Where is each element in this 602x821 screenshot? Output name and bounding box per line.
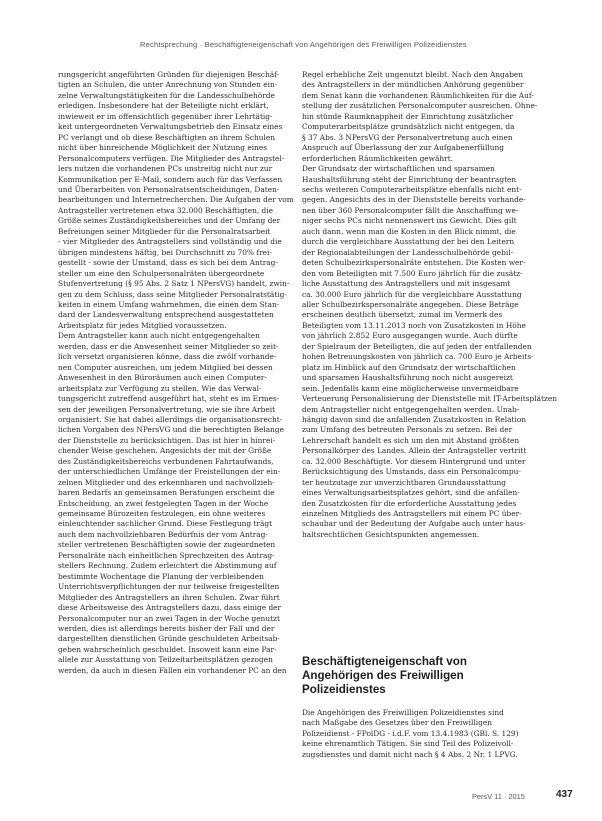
- text-line: bestimmte Wochentage die Planung der verbleibenden: [58, 571, 264, 581]
- text-line: diese Arbeitsweise des Antragstellers dazu, dass einige der: [58, 603, 282, 613]
- left-column: [58, 70, 315, 676]
- text-line: Kommunikation per E-Mail, sondern auch für das Verfassen: [58, 174, 283, 184]
- text-line: Stufenvertretung (§ 95 Abs. 2 Satz 1 NPersVG) handelt, zwin-: [58, 279, 290, 289]
- text-line: PC verlangt und ob diese Beschäftigten an ihrem Schulen: [58, 132, 276, 142]
- text-line: lich versetzt organisieren könne, dass die zwölf vorhande-: [58, 352, 277, 362]
- page-number: 437: [556, 789, 573, 800]
- text-line: gegen. Angesichts des in der Dienststelle bereits vorhande-: [302, 195, 526, 205]
- text-line: Regel erhebliche Zeit ungenutzt bleibt. Nach den Angaben: [302, 70, 524, 79]
- text-line: lers nutzen die vorhandenen PCs unstreitig nicht nur zur: [58, 164, 273, 174]
- text-line: gemeinsame Bürozeiten festzulegen, ein ohne weiteres: [58, 509, 266, 519]
- text-line: dargestellten dienstlichen Gründe geschuldeten Arbeitsab-: [58, 634, 280, 644]
- text-line: zum Umfang des betreuten Personals zu setzen. Bei der: [302, 425, 513, 435]
- text-line: Haushaltsführung steht der Einrichtung der beantragten: [302, 174, 517, 184]
- text-line: Befreiungen seiner Mitglieder für die Personalratsarbeit: [58, 226, 271, 236]
- text-line: dem Senat kann die vorhandenen Räumlichkeiten für die Auf-: [302, 90, 534, 100]
- text-line: Polizeidienst - FPolDG - i.d.F. vom 13.4.1983 (GBl. S. 129): [302, 728, 519, 738]
- text-line: steller vertretenen Beschäftigten sowie der zugeordneten: [58, 540, 276, 550]
- text-line: sechs weiteren Computerarbeitsplätze ebenfalls nicht ent-: [302, 184, 522, 194]
- text-line: Lehrerschaft handelt es sich um den mit Abstand größten: [302, 435, 520, 445]
- text-line: hängig davon sind die anfallenden Zusatzkosten in Relation: [302, 414, 527, 424]
- text-line: nach Maßgabe des Gesetzes über den Freiwilligen: [302, 718, 492, 728]
- text-line: Der Grundsatz der wirtschaftlichen und sparsamen: [302, 164, 495, 174]
- text-line: Die Angehörigen des Freiwilligen Polizeidienstes sind: [302, 708, 504, 717]
- text-line: deten Schulbezirkspersonalräte entstehen. Die Kosten wer-: [302, 258, 526, 268]
- text-line: des Zuständigkeitsbereichs verbundenen Fahrtaufwands,: [58, 456, 274, 466]
- running-header: Rechtsprechung · Beschäftigteneigenschaft von Angehörigen des Freiwilligen Polizeidienstes: [140, 40, 467, 49]
- text-line: Mitglieder des Antragstellers an ihren Schulen. Zwar führt: [58, 592, 280, 602]
- text-line: der unterschiedlichen Umfänge der Freistellungen der ein-: [58, 467, 281, 477]
- heading-line: Angehörigen des Freiwilligen: [302, 669, 464, 683]
- text-line: des Antragstellers in der mündlichen Anhörung gegenüber: [302, 80, 524, 90]
- text-line: und sparsamen Haushaltsführung noch nicht ausgereizt: [302, 373, 513, 383]
- right-column: [302, 70, 559, 540]
- text-line: schaubar und der Bedeutung der Aufgabe auch unter haus-: [302, 519, 526, 529]
- text-line: Arbeitsplatz für jedes Mitglied voraussetzen.: [58, 320, 227, 330]
- journal-footer: PersV 11 · 2015: [472, 792, 525, 801]
- text-line: erledigen. Insbesondere hat der Beteiligte nicht erklärt,: [58, 101, 269, 111]
- text-line: steller um eine den Schulpersonalräten übergeordnete: [58, 268, 265, 278]
- text-line: organisiert. Sie hat dabei allerdings die organisationsrecht-: [58, 414, 283, 424]
- section-heading: [302, 655, 542, 698]
- text-line: durch die vergleichbare Ausstattung der bei den Leitern: [302, 237, 515, 247]
- text-line: dem Antragsteller nicht entgegengehalten werden. Unab-: [302, 404, 520, 414]
- text-line: dard der Landesverwaltung entsprechend ausgestatteten: [58, 310, 274, 320]
- text-line: nicht über hinreichende Möglichkeit der Nutzung eines: [58, 143, 267, 153]
- text-line: keine ehrenamtlich Tätigen. Sie sind Teil des Polizeivoll-: [302, 739, 514, 749]
- text-line: hohen Betreuungskosten von jährlich ca. 700 Euro je Arbeits-: [302, 352, 534, 362]
- text-line: Berücksichtigung des Umstands, dass ein Personalcompu-: [302, 467, 521, 477]
- text-line: ca. 32.000 Beschäftigte. Vor diesem Hintergrund und unter: [302, 456, 526, 466]
- text-line: allele zur Ausstattung von Teilzeitarbeitsplätzen gezogen: [58, 655, 273, 665]
- text-line: Anwesenheit in den Büroräumen auch einen Computer-: [58, 373, 267, 383]
- text-line: Beteiligten vom 13.11.2013 noch von Zusatzkosten in Höhe: [302, 320, 526, 330]
- text-line: stellers Rechnung. Zudem erleichtert die Abstimmung auf: [58, 561, 277, 571]
- text-line: werden, da auch in diesen Fällen ein vorhandener PC an den: [58, 665, 287, 675]
- text-line: inwieweit er im offensichtlich gegenüber ihrer Lehrtätig-: [58, 111, 273, 121]
- text-line: § 37 Abs. 3 NPersVG der Personalvertretung auch einen: [302, 132, 513, 142]
- text-line: chender Weise geschehen. Angesichts der mit der Größe: [58, 446, 272, 456]
- text-line: nen über 360 Personalcomputer fällt die Anschaffung we-: [302, 205, 519, 215]
- text-line: Dem Antragsteller kann auch nicht entgegengehalten: [58, 331, 260, 341]
- text-line: der Spielraum der Beteiligten, die auf jeden der entfallenden: [302, 341, 532, 351]
- text-line: den Zusatzkosten für die erforderliche Ausstattung jedes: [302, 498, 517, 508]
- text-line: platz im Hinblick auf den Grundsatz der wirtschaftlichen: [302, 362, 516, 372]
- text-line: sein. Jedenfalls kann eine möglicherweise unvermeidbare: [302, 383, 519, 393]
- text-line: Personalcomputers verfügen. Die Mitglieder des Antragstel-: [58, 153, 285, 163]
- text-line: der Regionalabteilungen der Landesschulbehörde gebil-: [302, 247, 514, 257]
- text-line: einleuchtender sachlicher Grund. Diese Festlegung trägt: [58, 519, 273, 529]
- text-line: und Überarbeiten von Personalratsentscheidungen, Daten-: [58, 184, 280, 194]
- text-line: Verteuerung Personalisierung der Dienststelle mit IT-Arbeitsplätzen: [302, 394, 557, 404]
- text-line: der Dienststelle zu berücksichtigen. Das ist hier in hinrei-: [58, 435, 276, 445]
- text-line: einzelnen Mitglieds des Antragstellers mit einem PC über-: [302, 509, 522, 519]
- text-line: keiten in einem Umfang wahrnehmen, die einen dem Stan-: [58, 299, 280, 309]
- text-line: stellung der zusätzlichen Personalcomputer ausreichen. Ohne-: [302, 101, 538, 111]
- text-line: den vom Beteiligten mit 7.500 Euro jährlich für die zusätz-: [302, 268, 523, 278]
- text-line: auch dann, wenn man die Kosten in den Blick nimmt, die: [302, 226, 516, 236]
- section-body: [302, 708, 559, 760]
- text-line: aller Schulbezirkspersonalräte angegeben. Diese Beträge: [302, 299, 519, 309]
- text-line: tungsgericht zutreffend ausgeführt hat, steht es im Ermes-: [58, 394, 280, 404]
- text-line: lichen Vorgaben des NPersVG und die berechtigten Belange: [58, 425, 285, 435]
- text-line: zelne Verwaltungstätigkeiten für die Landesschulbehörde: [58, 90, 275, 100]
- text-line: rungsgericht angeführten Gründen für diejenigen Beschäf-: [58, 70, 280, 79]
- text-line: werden, dass er die Anwesenheit seiner Mitglieder so zeit-: [58, 341, 279, 351]
- text-line: Anspruch auf Überlassung der zur Aufgabenerfüllung: [302, 143, 504, 153]
- text-line: von jährlich 2.852 Euro ausgegangen wurde. Auch dürfte: [302, 331, 518, 341]
- text-line: gen zu dem Schluss, dass seine Mitglieder Personalratstätig-: [58, 289, 287, 299]
- text-line: - vier Mitglieder des Antragstellers sind vollständig und die: [58, 237, 282, 247]
- heading-line: Polizeidienstes: [302, 683, 386, 697]
- text-line: Personalräte nach einheitlichen Sprechzeiten des Antrag-: [58, 550, 275, 560]
- text-line: ter heutzutage zur unverzichtbaren Grundausstattung: [302, 477, 506, 487]
- text-line: baren Bedarfs an gemeinsamen Beratungen erscheint die: [58, 488, 275, 498]
- text-line: Personalkörper des Landes. Allein der Antragsteller vertritt: [302, 446, 527, 456]
- text-line: haltsrechtlichen Gesichtspunkten angemessen.: [302, 529, 480, 539]
- text-line: Unterrichtsverpflichtungen der nur teilweise freigestellten: [58, 582, 280, 592]
- text-line: auch dem nachvollziehbaren Bedürfnis der vom Antrag-: [58, 529, 268, 539]
- text-line: übrigen mindestens häftig, bei Durchschnitt zu 70% frei-: [58, 247, 272, 257]
- heading-line: Beschäftigteneigenschaft von: [302, 655, 467, 668]
- text-line: hin stünde Raumknappheit der Einrichtung zusätzlicher: [302, 111, 513, 121]
- text-line: gestellt - sowie der Umstand, dass es sich bei dem Antrag-: [58, 258, 278, 268]
- text-line: keit untergeordneten Verwaltungsbetrieb den Einsatz eines: [58, 122, 283, 132]
- text-line: zugsdienstes und damit nicht nach § 4 Abs. 2 Nr. 1 LPVG.: [302, 749, 518, 759]
- text-line: Computerarbeitsplätze grundsätzlich nicht entgegen, da: [302, 122, 515, 132]
- text-line: Entscheidung, an zwei festgelegten Tagen in der Woche: [58, 498, 269, 508]
- text-line: Größe seines Zuständigkeitsbereiches und der Umfang der: [58, 216, 281, 226]
- text-line: erscheinen deutlich übersetzt, zumal im Vermerk des: [302, 310, 503, 320]
- text-line: bearbeitungen und Internetrecherchen. Die Aufgaben der vom: [58, 195, 294, 205]
- text-line: tigten an Schulen, die unter Anrechnung von Stunden ein-: [58, 80, 278, 90]
- text-line: arbeitsplatz zur Verfügung zu stellen. Wie das Verwal-: [58, 383, 262, 393]
- text-line: Personalcomputer nur an zwei Tagen in der Woche genutzt: [58, 613, 280, 623]
- text-line: liche Ausstattung des Antragstellers und mit insgesamt: [302, 279, 511, 289]
- text-line: eines Verwaltungsarbeitsplatzes gehört, sind die anfallen-: [302, 488, 520, 498]
- text-line: zelnen Mitglieder und des erkennbaren und nachvollzieh-: [58, 477, 275, 487]
- text-line: erforderlichen Räumlichkeiten gewährt.: [302, 153, 454, 163]
- text-line: werden, dies ist allerdings bereits bisher der Fall und der: [58, 624, 275, 634]
- text-line: niger sechs PCs nicht nennenswert ins Gewicht. Dies gilt: [302, 216, 517, 226]
- text-line: geben wahrscheinlich geschuldet. Insoweit kann eine Par-: [58, 644, 277, 654]
- text-line: nen Computer ausreichen, um jedem Mitglied bei dessen: [58, 362, 273, 372]
- text-line: ca. 30.000 Euro jährlich für die vergleichbare Ausstattung: [302, 289, 522, 299]
- text-line: sen der jeweiligen Personalvertretung, wie sie ihre Arbeit: [58, 404, 276, 414]
- text-line: Antragsteller vertretenen etwa 32.000 Beschäftigten, die: [58, 205, 274, 215]
